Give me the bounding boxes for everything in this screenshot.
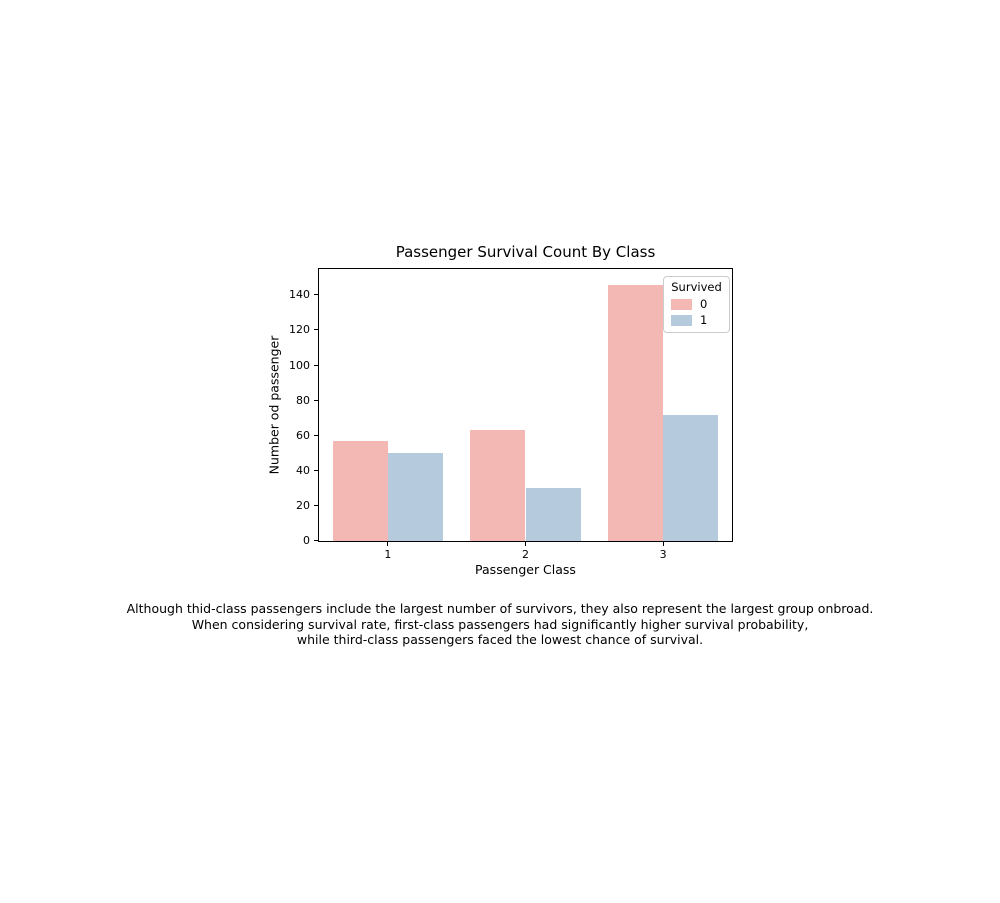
caption-line-2: When considering survival rate, first-class passengers had significantly higher survival probability, [191, 616, 809, 632]
y-tick-mark-0 [314, 540, 318, 541]
bar-class-3-survived-0 [608, 285, 663, 541]
bar-class-3-survived-1 [663, 415, 718, 541]
legend-entry-survived-1 [664, 312, 729, 328]
y-tick-label-20: 20 [296, 498, 310, 512]
caption-line-3: while third-class passengers faced the lowest chance of survival. [296, 632, 704, 647]
y-axis-label: Number od passenger [266, 335, 282, 475]
chart-title: Passenger Survival Count By Class [395, 243, 656, 261]
legend-swatch-survived-0 [671, 299, 692, 310]
y-tick-mark-80 [314, 400, 318, 401]
y-tick-label-100: 100 [289, 358, 310, 372]
legend-label-survived-0: 0 [700, 297, 708, 311]
y-tick-label-0: 0 [303, 534, 310, 547]
bar-class-2-survived-0 [470, 430, 525, 541]
y-tick-mark-100 [314, 365, 318, 366]
y-tick-label-120: 120 [289, 323, 310, 337]
x-tick-label-2: 2 [522, 548, 529, 561]
y-tick-mark-140 [314, 294, 318, 295]
y-tick-label-40: 40 [296, 463, 310, 477]
y-tick-mark-120 [314, 329, 318, 330]
y-tick-mark-40 [314, 470, 318, 471]
y-tick-label-80: 80 [296, 393, 310, 407]
x-tick-mark-2 [525, 542, 526, 546]
legend-label-survived-1: 1 [700, 313, 708, 327]
y-tick-label-140: 140 [289, 288, 310, 302]
caption [0, 601, 1000, 648]
bar-class-2-survived-1 [526, 488, 581, 541]
legend [663, 276, 730, 333]
x-axis-label: Passenger Class [475, 562, 576, 577]
legend-swatch-survived-1 [671, 315, 692, 326]
bar-class-1-survived-1 [388, 453, 443, 541]
y-tick-mark-20 [314, 505, 318, 506]
legend-entry-survived-0 [664, 296, 729, 312]
y-tick-mark-60 [314, 435, 318, 436]
bar-class-1-survived-0 [333, 441, 388, 541]
x-tick-label-1: 1 [384, 548, 392, 561]
x-tick-label-3: 3 [659, 548, 667, 561]
x-tick-mark-3 [663, 542, 664, 546]
legend-title: Survived [671, 280, 722, 294]
y-tick-label-60: 60 [296, 428, 310, 442]
x-tick-mark-1 [387, 542, 388, 546]
caption-line-1: Although thid-class passengers include the largest number of survivors, they also represent the largest group onbroad. [126, 601, 874, 616]
